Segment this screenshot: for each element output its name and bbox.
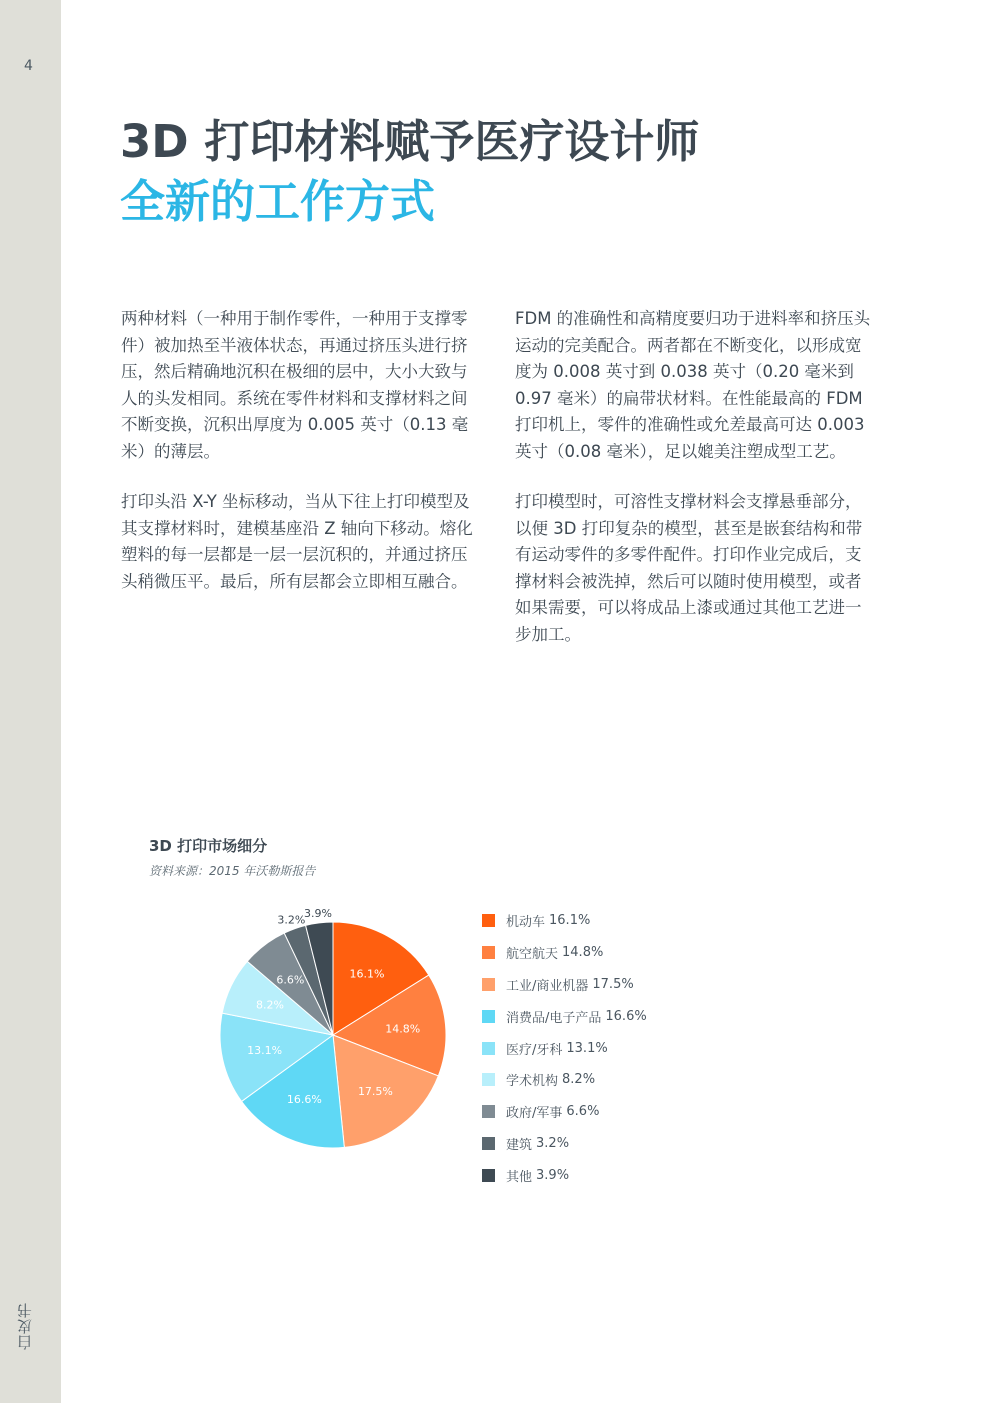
legend-label: 医疗/牙科 [506, 1042, 563, 1058]
pie-slice-label: 3.9% [303, 906, 332, 920]
legend-swatch [482, 1105, 495, 1118]
legend-swatch [482, 946, 495, 959]
legend-label: 机动车 [506, 915, 546, 931]
legend-value: 3.9% [536, 1167, 570, 1183]
legend-item [482, 905, 647, 937]
legend-swatch [482, 1137, 495, 1150]
page-title [120, 112, 699, 232]
legend-label: 航空航天 [506, 947, 559, 963]
legend-item [482, 1032, 647, 1064]
legend-item [482, 1159, 647, 1191]
paragraph: 两种材料（一种用于制作零件，一种用于支撑零件）被加热至半液体状态，再通过挤压头进行挤压，然后精确地沉积在极细的层中，大小大致与人的头发相同。系统在零件材料和支撑材料之间不断变换，沉积出厚度为 0.005 英寸（0.13 毫米）的薄层。 [121, 309, 469, 461]
legend-swatch [482, 1169, 495, 1182]
pie-slice-label: 14.8% [385, 1022, 421, 1036]
legend-value: 6.6% [566, 1104, 600, 1120]
page-number: 4 [24, 58, 33, 74]
chart-legend [482, 905, 647, 1191]
legend-swatch [482, 1073, 495, 1086]
sidebar [0, 0, 61, 1403]
legend-label: 工业/商业机器 [506, 978, 589, 994]
legend-item [482, 1128, 647, 1160]
legend-value: 14.8% [562, 945, 604, 961]
legend-value: 16.1% [549, 913, 591, 929]
legend-swatch [482, 978, 495, 991]
pie-slice-label: 8.2% [256, 998, 284, 1012]
pie-slice-label: 16.1% [349, 967, 385, 981]
legend-value: 13.1% [566, 1040, 608, 1056]
legend-label: 学术机构 [506, 1074, 559, 1090]
pie-slice-label: 16.6% [286, 1092, 322, 1106]
sidebar-label: 白皮书 [16, 1302, 34, 1350]
legend-item [482, 969, 647, 1001]
paragraph: FDM 的准确性和高精度要归功于进料率和挤压头运动的完美配合。两者都在不断变化，以形成宽度为 0.008 英寸到 0.038 英寸（0.20 毫米到 0.97 毫米）的扁带状材料。在性能最高的 FDM 打印机上，零件的准确性或允差最高可达 0.003 英寸（0.08 毫米），足以媲美注塑成型工艺。 [515, 309, 871, 461]
legend-item [482, 937, 647, 969]
legend-value: 8.2% [562, 1072, 596, 1088]
paragraph: 打印头沿 X-Y 坐标移动，当从下往上打印模型及其支撑材料时，建模基座沿 Z 轴向下移动。熔化塑料的每一层都是一层一层沉积的，并通过挤压头稍微压平。最后，所有层都会立即相互融合。 [121, 492, 473, 591]
legend-swatch [482, 1010, 495, 1023]
legend-label: 政府/军事 [506, 1106, 563, 1122]
pie-slice-label: 3.2% [277, 913, 306, 927]
legend-label: 消费品/电子产品 [506, 1010, 602, 1026]
legend-value: 3.2% [536, 1135, 570, 1151]
pie-chart [200, 895, 470, 1165]
legend-label: 其他 [506, 1169, 533, 1185]
legend-swatch [482, 914, 495, 927]
pie-slice-label: 13.1% [247, 1044, 283, 1058]
legend-swatch [482, 1042, 495, 1055]
chart-title: 3D 打印市场细分 [149, 837, 268, 855]
pie-slice-label: 17.5% [357, 1084, 393, 1098]
legend-item [482, 1000, 647, 1032]
title-line-2: 全新的工作方式 [120, 175, 436, 228]
legend-item [482, 1096, 647, 1128]
chart-source: 资料来源：2015 年沃勒斯报告 [149, 864, 316, 878]
title-line-1: 3D 打印材料赋予医疗设计师 [120, 115, 700, 168]
right-column [515, 306, 875, 672]
paragraph: 打印模型时，可溶性支撑材料会支撑悬垂部分，以便 3D 打印复杂的模型，甚至是嵌套结构和带有运动零件的多零件配件。打印作业完成后，支撑材料会被洗掉，然后可以随时使用模型，或者如果需要，可以将成品上漆或通过其他工艺进一步加工。 [515, 492, 863, 644]
legend-value: 16.6% [605, 1008, 647, 1024]
pie-slice-label: 6.6% [276, 973, 305, 987]
left-column [121, 306, 481, 619]
legend-value: 17.5% [592, 976, 634, 992]
legend-label: 建筑 [506, 1137, 533, 1153]
legend-item [482, 1064, 647, 1096]
